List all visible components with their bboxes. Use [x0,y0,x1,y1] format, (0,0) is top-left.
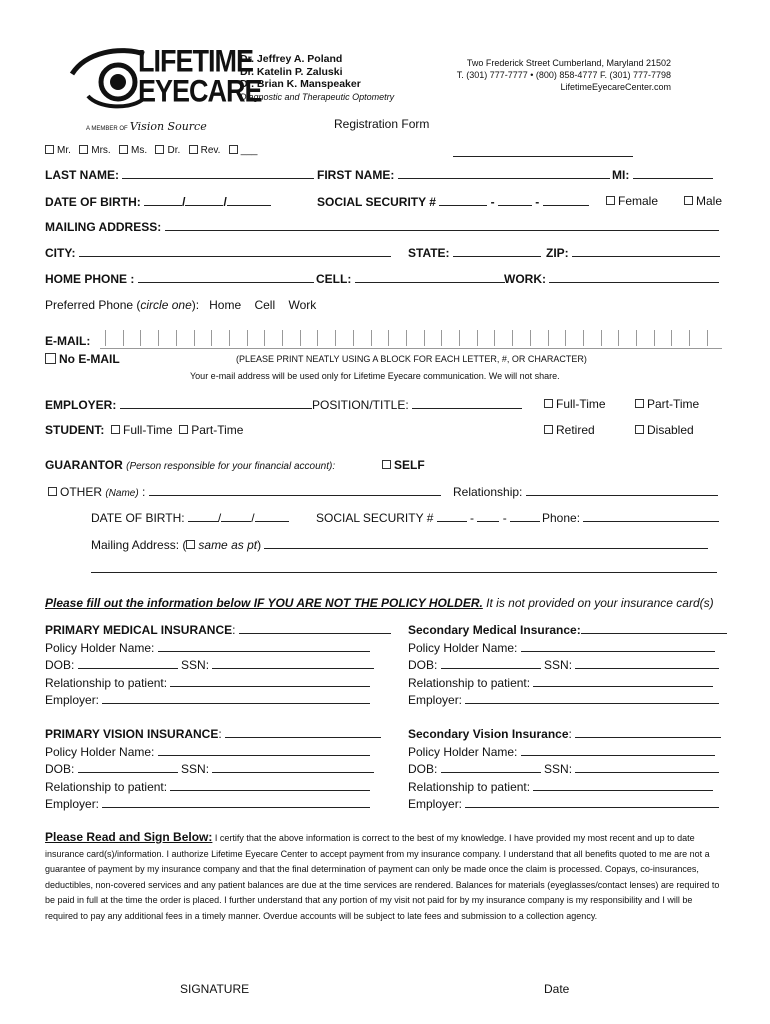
secondary-vision-holder-field[interactable] [521,744,715,756]
address: Two Frederick Street Cumberland, Maryland 21502 [466,58,671,68]
secondary-vision-dob-field[interactable] [441,761,541,773]
checkbox-icon [155,145,164,154]
preferred-phone-label-end: ): [191,298,200,312]
secondary-medical-field[interactable] [581,622,727,634]
checkbox-icon [45,145,54,154]
employer-field[interactable] [120,397,312,409]
employer-label: Employer: [45,693,100,707]
dob-year-field[interactable] [227,194,271,206]
guarantor-phone-label: Phone: [542,511,581,525]
checkbox-icon [186,540,195,549]
ssn-label: SOCIAL SECURITY # [317,195,436,209]
phone-option-home[interactable]: Home [209,298,242,312]
checkbox-icon [45,353,56,364]
contact-block [457,57,671,93]
email-block-divider [317,330,318,346]
last-name-label: LAST NAME: [45,168,119,182]
ssn-label: SSN: [544,658,573,672]
date-field[interactable] [500,979,620,980]
phones: T. (301) 777-7777 • (800) 858-4777 F. (301) 777-7798 [456,70,671,80]
preferred-phone-label: Preferred Phone ( [45,298,141,312]
other-name-label: (Name) [105,488,139,499]
dob-label: DATE OF BIRTH: [45,195,141,209]
email-block-divider [123,330,124,346]
position-field[interactable] [412,397,522,409]
doctor-name: Dr. Jeffrey A. Poland [240,53,343,65]
employment-part-time[interactable]: Part-Time [635,397,699,411]
checkbox-icon [544,425,553,434]
logo [68,44,262,120]
primary-vision-field[interactable] [225,726,381,738]
ssn-row: SOCIAL SECURITY # - - [317,194,589,209]
zip-row [546,245,720,260]
guarantor-ssn-part2-field[interactable] [477,510,499,522]
holder-label: Policy Holder Name: [408,744,518,759]
email-block-divider [105,330,106,346]
dob-day-field[interactable] [185,194,223,206]
guarantor-mailing-line2[interactable] [91,560,717,578]
other-name-field[interactable] [149,484,441,496]
email-block-divider [654,330,655,346]
first-name-label: FIRST NAME: [317,168,395,182]
primary-vision-ssn-field[interactable] [212,761,374,773]
dob-month-field[interactable] [144,194,182,206]
first-name-row [317,167,610,182]
doctor-list [240,53,394,103]
preferred-name-field[interactable] [453,145,633,157]
relationship-label: Relationship to patient: [408,779,531,794]
email-note: Your e-mail address will be used only for Lifetime Eyecare communication. We will not share. [190,371,560,381]
guarantor-ssn-row: SOCIAL SECURITY # - - [316,510,540,525]
guarantor-note: (Person responsible for your financial account): [126,461,336,472]
relationship-field[interactable] [526,484,718,496]
email-block-divider [229,330,230,346]
email-block-divider [194,330,195,346]
guarantor-ssn-label: SOCIAL SECURITY # [316,511,434,525]
position-label: POSITION/TITLE: [312,398,409,412]
specialty: Diagnostic and Therapeutic Optometry [240,91,395,102]
dob-label: DOB: [45,658,75,672]
email-block-divider [211,330,212,346]
email-block-divider [636,330,637,346]
email-block-divider [548,330,549,346]
phone-option-work[interactable]: Work [288,298,317,312]
primary-medical-holder-field[interactable] [158,640,370,652]
ssn-part2-field[interactable] [498,194,532,206]
checkbox-icon [119,145,128,154]
checkbox-icon [382,460,391,469]
no-email-option[interactable]: No E-MAIL [45,352,120,366]
policy-notice-rest: It is not provided on your insurance card(s) [486,596,714,610]
work-label: WORK: [504,272,546,286]
same-as-pt-option[interactable]: same as pt [186,538,257,552]
guarantor-ssn-part1-field[interactable] [437,510,467,522]
employer-row [45,397,312,412]
title-ms[interactable]: Ms. [119,145,147,156]
dob-label: DOB: [408,658,438,672]
zip-label: ZIP: [546,246,569,260]
secondary-vision-ssn-field[interactable] [575,761,719,773]
home-phone-field[interactable] [138,271,314,283]
email-block-divider [583,330,584,346]
sign-heading: Please Read and Sign Below: [45,830,213,844]
primary-medical-ssn-field[interactable] [212,657,374,669]
checkbox-icon [606,196,615,205]
guarantor-row [45,458,335,472]
ssn-part1-field[interactable] [439,194,487,206]
holder-label: Policy Holder Name: [408,640,518,655]
secondary-vision-employer-field[interactable] [465,796,719,808]
employment-full-time[interactable]: Full-Time [544,397,606,411]
member-brand: Vision Source [129,120,207,133]
mailing-row [45,219,719,234]
work-field[interactable] [549,271,719,283]
city-row [45,245,391,260]
email-block-divider [353,330,354,346]
guarantor-mailing-row: Mailing Address: ( same as pt) [91,537,708,552]
signature-label: SIGNATURE [180,982,250,996]
checkbox-icon [635,425,644,434]
secondary-medical-relationship-field[interactable] [533,675,713,687]
email-block-divider [494,330,495,346]
email-block-divider [530,330,531,346]
email-block-divider [671,330,672,346]
email-block-divider [371,330,372,346]
relationship-label: Relationship: [453,485,523,499]
member-of [86,120,207,133]
guarantor-ssn-part3-field[interactable] [510,510,540,522]
secondary-medical-holder-field[interactable] [521,640,715,652]
title-other[interactable]: ___ [229,145,258,156]
secondary-medical-ssn-field[interactable] [575,657,719,669]
email-block-divider [140,330,141,346]
email-block-divider [388,330,389,346]
employer-label: Employer: [408,693,463,707]
guarantor-dob-month-field[interactable] [188,510,218,522]
email-block-divider [707,330,708,346]
primary-medical-dob-field[interactable] [78,657,178,669]
doctor-name: Dr. Brian K. Manspeaker [240,78,361,90]
secondary-medical-dob-field[interactable] [441,657,541,669]
checkbox-icon [111,425,120,434]
relationship-label: Relationship to patient: [408,675,531,690]
student-label: STUDENT: [45,423,105,437]
guarantor-mailing-field[interactable] [264,537,708,549]
logo-text-line1: LIFETIME [138,44,253,79]
mi-label: MI: [612,168,630,182]
guarantor-other-option[interactable]: OTHER [48,485,102,499]
ssn-label: SSN: [181,762,210,776]
checkbox-icon [684,196,693,205]
last-name-row [45,167,314,182]
employer-label: Employer: [45,797,100,811]
member-prefix: A MEMBER OF [86,126,128,132]
guarantor-dob-label: DATE OF BIRTH: [91,511,185,525]
guarantor-self[interactable]: SELF [382,458,425,472]
student-row [45,423,243,437]
email-block-divider [176,330,177,346]
cell-field[interactable] [355,271,505,283]
authorization-paragraph [45,830,725,924]
sex-male[interactable]: Male [684,194,722,208]
student-part-time[interactable]: Part-Time [179,423,243,437]
dob-label: DOB: [408,762,438,776]
secondary-vision-field[interactable] [575,726,721,738]
guarantor-mailing-label: Mailing Address: [91,538,180,552]
relationship-row [453,484,718,499]
secondary-medical-label: Secondary Medical Insurance: [408,623,581,637]
policy-notice-bold: Please fill out the information below IF YOU ARE NOT THE POLICY HOLDER. [45,596,483,610]
student-full-time[interactable]: Full-Time [111,423,173,437]
primary-medical-employer-field[interactable] [102,692,370,704]
home-phone-label: HOME PHONE : [45,272,135,286]
ssn-label: SSN: [181,658,210,672]
title-mrs[interactable]: Mrs. [79,145,110,156]
primary-vision-dob-field[interactable] [78,761,178,773]
guarantor-label: GUARANTOR [45,458,123,472]
email-block-divider [335,330,336,346]
sign-text: I certify that the above information is correct to the best of my knowledge. I have provided my most recent and up to date insurance card(s)/information. I authorize Lifetime Eyecare Center to accept payment from my insurance company. I understand that all benefits quoted to me are not a guarantee of payment by my insurance company and that the final determination of payment can only be made once the claim is processed. Copays, co-insurances, deductibles, non-covered services and any patient balances are due at the time services are rendered. Balances for materials (eyeglasses/contact lenses) are required to be paid in full at the time the order is placed. I further understand that any portion of my visit not paid for by my insurance company is my responsibility and I will be required to pay any additional fees in a timely manner. Overdue accounts will be subject to late fees and submission to a collection agency. [45,833,720,921]
checkbox-icon [635,399,644,408]
zip-field[interactable] [572,245,720,257]
form-title: Registration Form [334,117,430,131]
title-mr[interactable]: Mr. [45,145,71,156]
checkbox-icon [48,487,57,496]
preferred-phone-row [45,298,316,312]
email-block-divider [512,330,513,346]
email-block-divider [565,330,566,346]
policy-notice [45,596,714,610]
status-retired[interactable]: Retired [544,423,595,437]
email-block-divider [601,330,602,346]
email-block-divider [264,330,265,346]
cell-row [316,271,505,286]
position-row [312,397,522,412]
dob-label: DOB: [45,762,75,776]
primary-vision-employer-field[interactable] [102,796,370,808]
email-block-divider [689,330,690,346]
checkbox-icon [544,399,553,408]
ssn-label: SSN: [544,762,573,776]
holder-label: Policy Holder Name: [45,640,155,655]
phone-option-cell[interactable]: Cell [254,298,276,312]
employer-label: EMPLOYER: [45,398,117,412]
guarantor-mailing-field-line2[interactable] [91,561,717,573]
guarantor-phone-field[interactable] [583,510,719,522]
last-name-field[interactable] [122,167,314,179]
cell-label: CELL: [316,272,352,286]
email-block-divider [158,330,159,346]
mailing-field[interactable] [165,219,719,231]
preferred-name-row [453,145,633,160]
holder-label: Policy Holder Name: [45,744,155,759]
primary-medical-field[interactable] [239,622,391,634]
primary-medical-relationship-field[interactable] [170,675,370,687]
email-block-divider [300,330,301,346]
email-block-divider [618,330,619,346]
checkbox-icon [229,145,238,154]
primary-vision-block: PRIMARY VISION INSURANCE: Policy Holder Name: DOB: SSN: Relationship to patient: Employer: [45,726,381,814]
title-dr[interactable]: Dr. [155,145,180,156]
first-name-field[interactable] [398,167,610,179]
email-block-divider [424,330,425,346]
title-options [45,145,257,156]
guarantor-dob-row: DATE OF BIRTH: / / [91,510,289,525]
email-block-divider [406,330,407,346]
city-field[interactable] [79,245,391,257]
secondary-medical-employer-field[interactable] [465,692,719,704]
state-field[interactable] [453,245,541,257]
checkbox-icon [79,145,88,154]
employer-label: Employer: [408,797,463,811]
status-disabled[interactable]: Disabled [635,423,694,437]
primary-medical-label: PRIMARY MEDICAL INSURANCE [45,623,233,637]
logo-text-line2: EYECARE [138,74,262,109]
email-block-divider [441,330,442,346]
doctor-name: Dr. Katelin P. Zaluski [240,65,343,78]
primary-vision-holder-field[interactable] [158,744,370,756]
secondary-vision-block: Secondary Vision Insurance: Policy Holder Name: DOB: SSN: Relationship to patient: Employer: [408,726,721,814]
email-instructions: (PLEASE PRINT NEATLY USING A BLOCK FOR EACH LETTER, #, OR CHARACTER) [236,354,587,364]
sex-female[interactable]: Female [606,194,658,208]
mi-field[interactable] [633,167,713,179]
work-row [504,271,719,286]
secondary-vision-relationship-field[interactable] [533,779,713,791]
email-block-divider [459,330,460,346]
mailing-label: MAILING ADDRESS: [45,220,162,234]
email-label: E-MAIL: [45,334,91,348]
relationship-label: Relationship to patient: [45,779,168,794]
primary-vision-relationship-field[interactable] [170,779,370,791]
mi-row [612,167,713,182]
home-phone-row [45,271,314,286]
circle-one: circle one [140,298,192,312]
state-label: STATE: [408,246,450,260]
website: LifetimeEyecareCenter.com [560,82,671,92]
primary-medical-block: PRIMARY MEDICAL INSURANCE: Policy Holder Name: DOB: SSN: Relationship to patient: Employer: [45,622,391,710]
state-row [408,245,541,260]
guarantor-other-row: OTHER (Name) : [48,484,441,499]
ssn-part3-field[interactable] [543,194,589,206]
relationship-label: Relationship to patient: [45,675,168,690]
secondary-vision-label: Secondary Vision Insurance [408,727,569,741]
email-block-field[interactable] [100,330,722,349]
title-rev[interactable]: Rev. [189,145,221,156]
email-block-divider [477,330,478,346]
checkbox-icon [179,425,188,434]
eye-logo-icon [68,44,148,114]
date-label: Date [544,982,570,996]
email-block-divider [247,330,248,346]
checkbox-icon [189,145,198,154]
dob-row: DATE OF BIRTH: / / [45,194,271,209]
city-label: CITY: [45,246,76,260]
primary-vision-label: PRIMARY VISION INSURANCE [45,727,219,741]
guarantor-dob-day-field[interactable] [221,510,251,522]
email-block-divider [282,330,283,346]
secondary-medical-block [408,622,727,710]
signature-field[interactable] [120,979,320,980]
guarantor-phone-row [542,510,719,525]
guarantor-dob-year-field[interactable] [255,510,289,522]
